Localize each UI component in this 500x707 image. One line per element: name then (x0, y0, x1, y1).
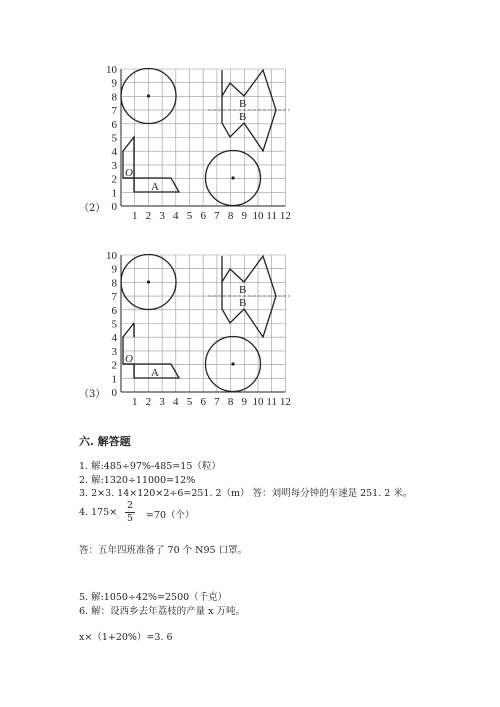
figure-2-grid (121, 255, 285, 392)
x-tick-label: 6 (200, 210, 206, 222)
label-b-bottom: B (239, 111, 247, 123)
figure-1-shapes (121, 69, 290, 206)
y-tick-label: 2 (111, 173, 117, 186)
x-tick-label: 6 (200, 396, 206, 408)
x-tick-label: 9 (241, 396, 248, 408)
label-b-bottom: B (239, 297, 247, 309)
x-tick-label: 10 (252, 396, 264, 408)
y-tick-label: 2 (111, 359, 117, 372)
shape-b-butterfly (222, 256, 276, 337)
x-tick-label: 12 (279, 396, 291, 408)
x-tick-label: 11 (266, 210, 277, 222)
x-tick-label: 2 (145, 396, 152, 408)
label-a: A (151, 181, 159, 193)
answer-4-statement: 答：五年四班准备了 70 个 N95 口罩。 (79, 545, 248, 556)
grid-figure-1 (100, 62, 300, 227)
answer-4-prefix: 4. 175× (79, 507, 118, 518)
x-tick-label: 12 (279, 210, 291, 222)
x-tick-label: 1 (131, 210, 138, 222)
x-tick-label: 3 (159, 210, 165, 222)
part-label-3: （3） (79, 389, 106, 400)
y-tick-label: 1 (111, 187, 117, 200)
label-o: O (125, 353, 133, 365)
grid-figure-2 (100, 248, 300, 413)
answer-6: 6. 解：设西乡去年荔枝的产量 x 万吨。 (79, 606, 245, 617)
figure-2-shapes (121, 255, 290, 392)
y-tick-label: 4 (111, 332, 117, 345)
x-tick-label: 9 (241, 210, 248, 222)
circle-center-dot (147, 280, 150, 283)
x-tick-label: 2 (145, 210, 152, 222)
x-tick-label: 4 (173, 210, 179, 222)
answer-2: 2. 解:1320÷11000=12% (79, 475, 196, 486)
circle-center-dot (231, 362, 234, 365)
x-tick-label: 5 (186, 210, 193, 222)
section-title: 六. 解答题 (79, 435, 131, 448)
y-tick-label: 6 (111, 304, 117, 317)
fraction-denominator: 5 (126, 513, 134, 524)
label-a: A (151, 367, 159, 379)
y-tick-label: 8 (111, 277, 117, 290)
y-tick-label: 5 (111, 318, 117, 331)
y-tick-label: 7 (111, 291, 117, 304)
y-tick-label: 10 (106, 250, 117, 262)
x-tick-label: 5 (186, 396, 193, 408)
y-tick-label: 5 (111, 132, 117, 145)
label-o: O (125, 167, 133, 179)
label-b-top: B (239, 284, 247, 296)
figure-1-grid (121, 69, 285, 206)
y-tick-label: 9 (111, 77, 117, 90)
answer-5: 5. 解:1050÷42%=2500（千克） (79, 592, 228, 603)
y-tick-label: 3 (111, 345, 117, 358)
answer-3: 3. 2×3. 14×120×2÷6=251. 2（m） 答：刘明每分钟的车速是 251. 2 米。 (79, 488, 413, 499)
x-tick-label: 1 (131, 396, 138, 408)
answer-6-equation: x×（1+20%）=3. 6 (79, 632, 173, 643)
origin-label: 0 (111, 387, 117, 399)
y-tick-label: 10 (106, 64, 117, 76)
x-tick-label: 8 (227, 210, 234, 222)
label-b-top: B (239, 98, 247, 110)
part-label-2: （2） (79, 203, 106, 214)
circle-center-dot (147, 94, 150, 97)
y-tick-label: 1 (111, 373, 117, 386)
x-tick-label: 10 (252, 210, 264, 222)
fraction-numerator: 2 (126, 500, 134, 511)
x-tick-label: 7 (214, 210, 220, 222)
answer-4-suffix: =70（个） (146, 510, 195, 521)
circle-center-dot (231, 176, 234, 179)
x-tick-label: 8 (227, 396, 234, 408)
x-tick-label: 11 (266, 396, 277, 408)
shape-b-butterfly (222, 70, 276, 151)
x-tick-label: 4 (173, 396, 179, 408)
answer-1: 1. 解:485÷97%-485=15（粒） (79, 461, 221, 472)
y-tick-label: 8 (111, 91, 117, 104)
origin-label: 0 (111, 201, 117, 213)
y-tick-label: 4 (111, 146, 117, 159)
y-tick-label: 3 (111, 159, 117, 172)
x-tick-label: 3 (159, 396, 165, 408)
y-tick-label: 9 (111, 263, 117, 276)
x-tick-label: 7 (214, 396, 220, 408)
y-tick-label: 7 (111, 105, 117, 118)
y-tick-label: 6 (111, 118, 117, 131)
